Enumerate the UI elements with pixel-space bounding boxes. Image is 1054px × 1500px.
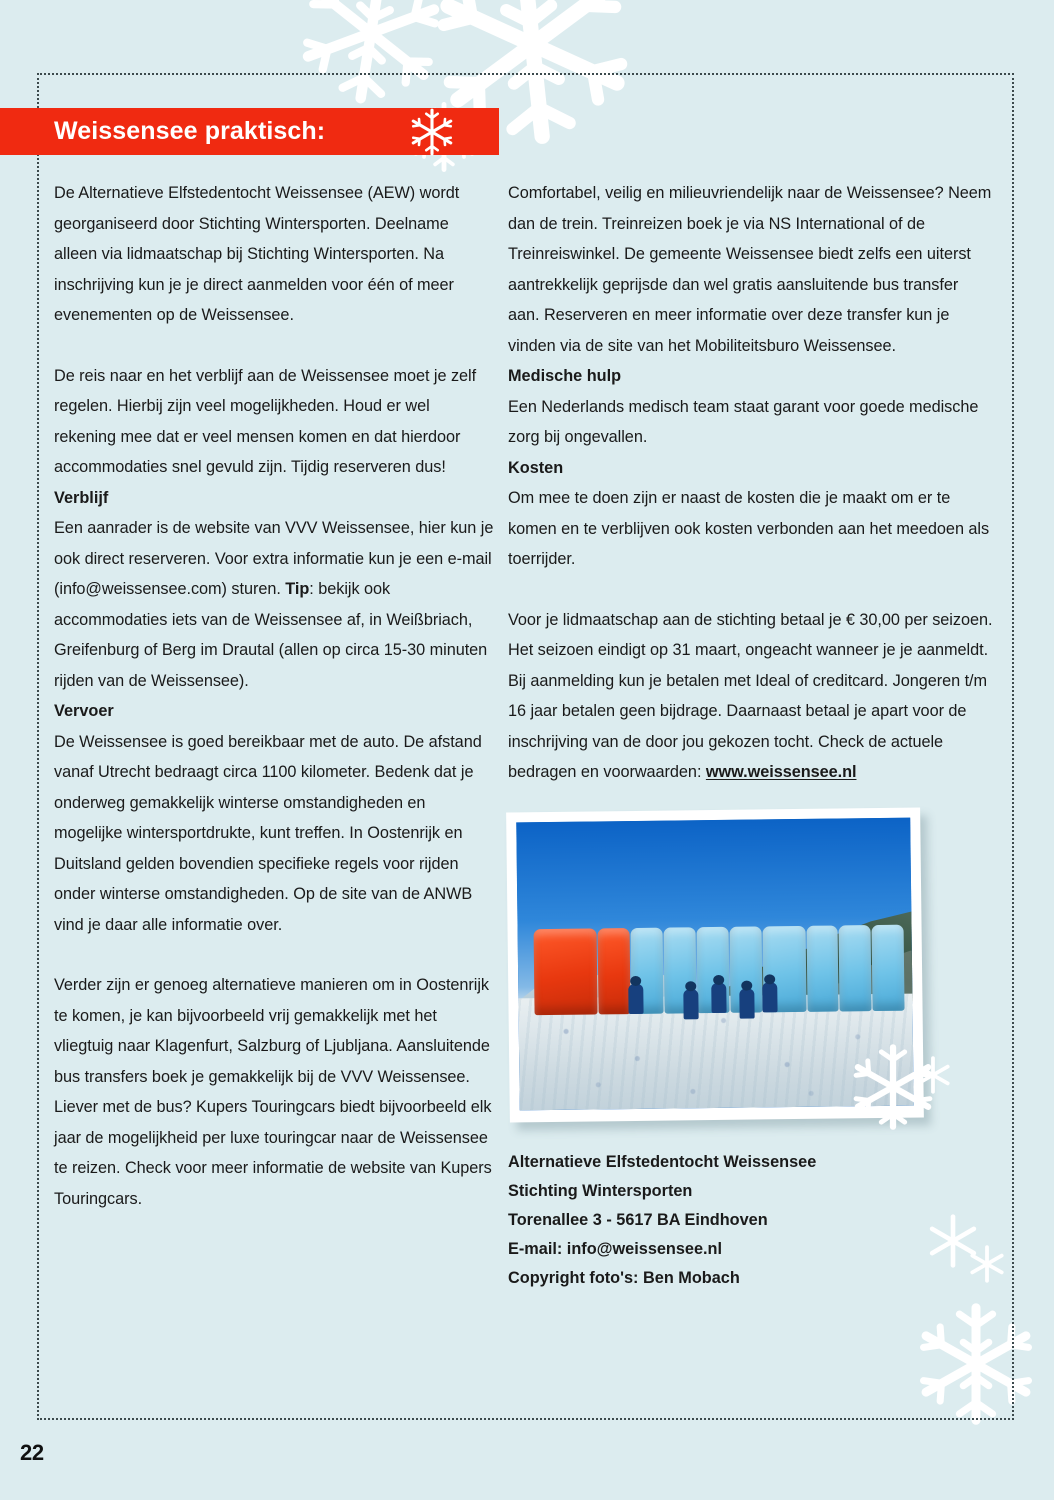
section-header-band [0,108,499,155]
tip-label: Tip [285,580,310,598]
contact-line-organisation: Alternatieve Elfstedentocht Weissensee [508,1152,817,1171]
right-column [508,178,1054,1293]
verblijf-text-a: Een aanrader is de website van VVV Weissensee, hier kun je ook direct reserveren. Voor extra informatie kun je een e-mail (info@weissensee.com) sturen. [54,519,494,598]
paragraph-trein: Comfortabel, veilig en milieuvriendelijk naar de Weissensee? Neem dan de trein. Treinreizen boek je via NS International of de Treinreiswinkel. De gemeente Weissensee biedt zelfs een uiterst aantrekkelijk geprijsde dan wel gratis aansluitende bus transfer aan. Reserveren en meer informatie over deze transfer kun je vinden via de site van het Mobiliteitsburo Weissensee. [508,184,992,355]
photo-container [508,810,932,1130]
photo-person [711,982,726,1012]
paragraph-kosten: Om mee te doen zijn er naast de kosten die je maakt om er te komen en te verblijven ook kosten verbonden aan het meedoen als toerrijder. [508,489,990,568]
paragraph-vervoer: De Weissensee is goed bereikbaar met de auto. De afstand vanaf Utrecht bedraagt circa 1100 kilometer. Bedenk dat je onderweg gemakkelijk winterse omstandigheden en mogelijke wintersportdrukte, kunt treffen. In Oostenrijk en Duitsland gelden bovendien specifieke regels voor rijden onder winterse omstandigheden. Op de site van de ANWB vind je daar alle informatie over. [54,732,482,934]
contact-block [508,1148,994,1293]
photo-person [684,988,699,1018]
snowflake-icon [912,1054,954,1096]
paragraph-alternatieve-manieren: Verder zijn er genoeg alternatieve manieren om in Oostenrijk te komen, je kan bijvoorbeeld vrij gemakkelijk met het vliegtuig naar Klagenfurt, Salzburg of Ljubljana. Aansluitende bus transfers boek je gemakkelijk bij de VVV Weissensee. Liever met de bus? Kupers Touringcars biedt bijvoorbeeld elk jaar de mogelijkheid per luxe touringcar naar de Weissensee te reizen. Check voor meer informatie de website van Kupers Touringcars. [54,976,492,1208]
left-column [0,178,508,1293]
snowflake-icon [912,1300,1040,1428]
snowflake-icon [285,0,457,119]
photo-person [739,988,754,1018]
paragraph-medische-hulp: Een Nederlands medisch team staat garant voor goede medische zorg bij ongevallen. [508,397,979,446]
article-columns [0,178,1054,1293]
page-number: 22 [20,1440,44,1465]
heading-verblijf: Verblijf [54,488,109,507]
weissensee-website-link[interactable]: www.weissensee.nl [705,763,857,781]
paragraph-intro-1: De Alternatieve Elfstedentocht Weissensee (AEW) wordt georganiseerd door Stichting Wintersporten. Deelname alleen via lidmaatschap bij Stichting Wintersporten. Na inschrijving kun je je direct aanmelden voor één of meer evenementen op de Weissensee. [54,184,460,324]
letter-e3 [839,924,872,1011]
paragraph-lidmaatschap [508,605,994,788]
contact-line-foundation: Stichting Wintersporten [508,1181,693,1200]
letter-e [598,927,631,1014]
photo-person [629,983,644,1013]
paragraph-verblijf [54,513,494,696]
contact-line-copyright: Copyright foto's: Ben Mobach [508,1268,740,1287]
snowflake-icon [406,106,458,158]
contact-line-address: Torenallee 3 - 5617 BA Eindhoven [508,1210,768,1229]
heading-vervoer: Vervoer [54,702,114,720]
contact-line-email: E-mail: info@weissensee.nl [508,1239,723,1258]
photo-person [762,982,777,1012]
lidmaatschap-text: Voor je lidmaatschap aan de stichting betaal je € 30,00 per seizoen. Het seizoen eindigt op 31 maart, ongeacht wanneer je je aanmeldt. Bij aanmelding kun je betalen met Ideal of creditcard. Jongeren t/m 16 jaar betalen geen bijdrage. Daarnaast betaal je apart voor de inschrijving van de door jou gekozen tocht. Check de actuele bedragen en voorwaarden: [508,610,993,781]
letter-e4 [872,924,905,1011]
paragraph-intro-2: De reis naar en het verblijf aan de Weissensee moet je zelf regelen. Hierbij zijn veel mogelijkheden. Houd er wel rekening mee dat er veel mensen komen en dat hierdoor accommodaties snel gevuld zijn. Tijdig reserveren dus! [54,366,477,476]
page-title: Weissensee praktisch: [54,117,326,145]
heading-medische-hulp: Medische hulp [508,367,622,385]
letter-w [533,928,598,1015]
verblijf-text-b: : bekijk ook accommodaties iets van de Weissensee af, in Weißbriach, Greifenburg of Berg im Drautal (allen op circa 15-30 minuten rijden van de Weissensee). [54,580,488,690]
heading-kosten: Kosten [508,458,564,477]
letter-s3 [806,925,839,1012]
